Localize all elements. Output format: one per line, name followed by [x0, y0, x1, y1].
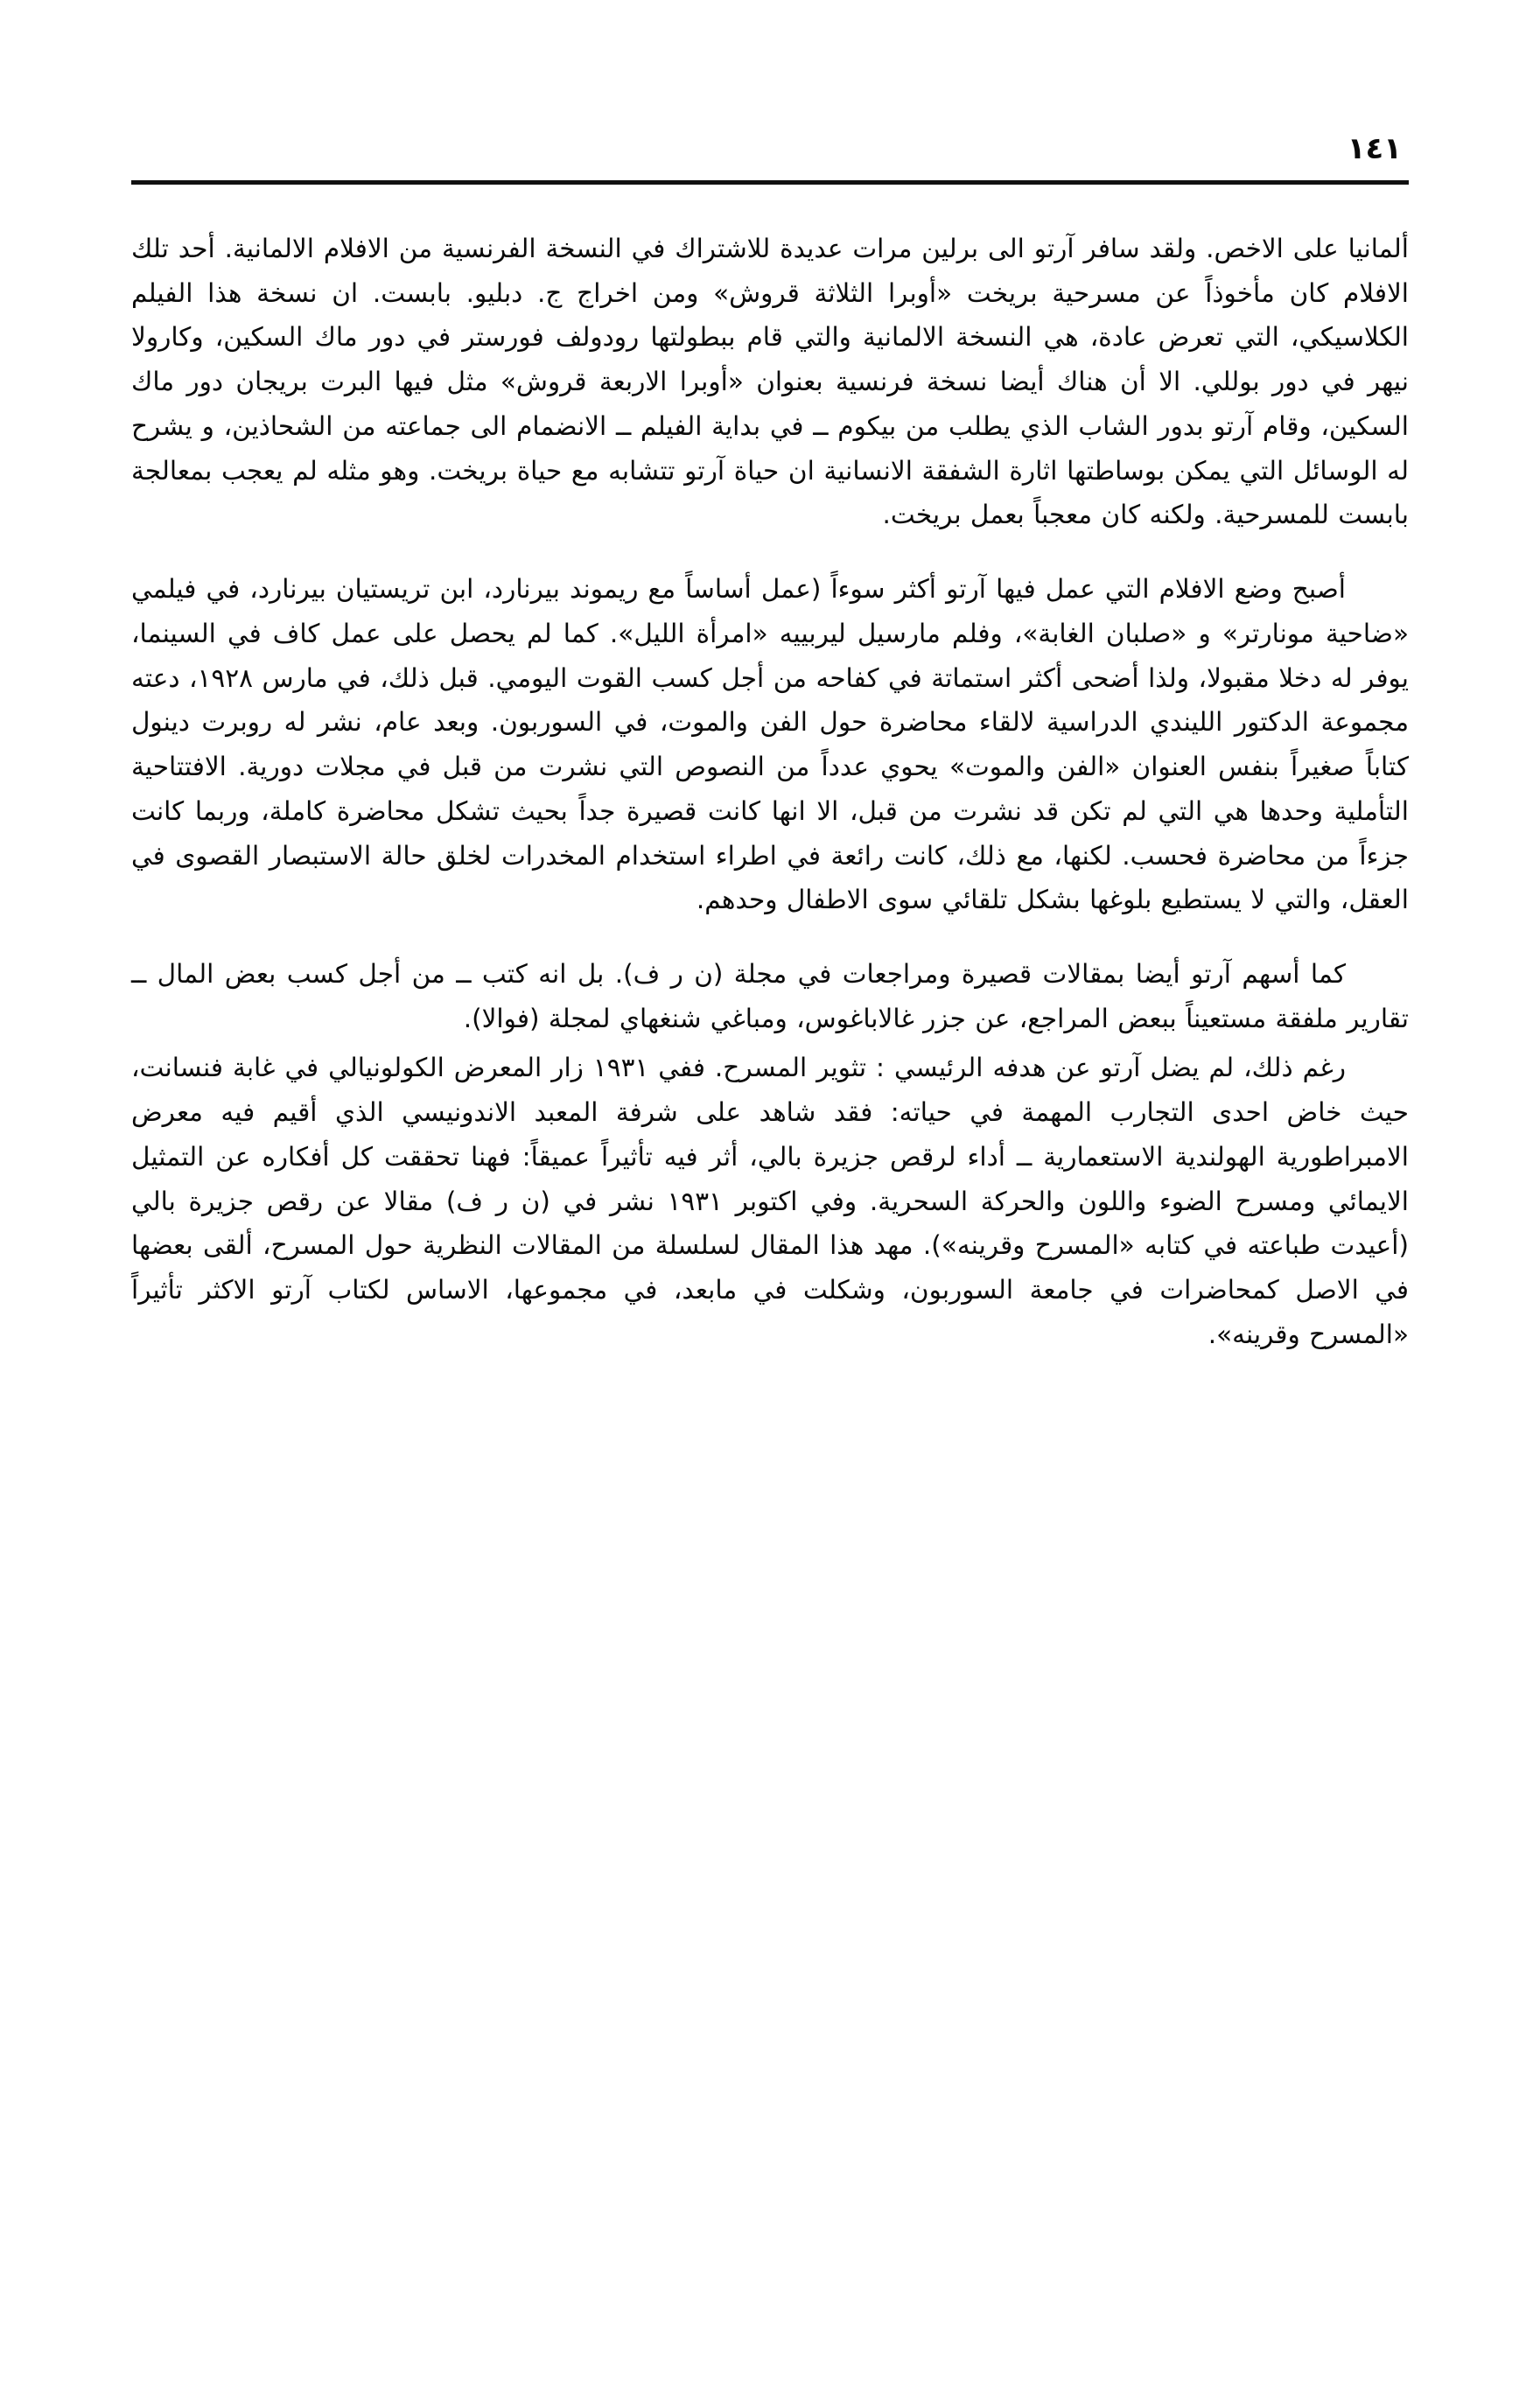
page-number: ١٤١ [1347, 131, 1402, 166]
paragraph-1: ألمانيا على الاخص. ولقد سافر آرتو الى برلين مرات عديدة للاشتراك في النسخة الفرنسية من الافلام الالمانية. أحد تلك الافلام كان مأخوذاً عن مسرحية بريخت «أوبرا الثلاثة قروش» ومن اخراج ج. دبليو. بابست. ان نسخة هذا الفيلم الكلاسيكي، التي تعرض عادة، هي النسخة الالمانية والتي قام ببطولتها رودولف فورستر في دور ماك السكين، وكارولا نيهر في دور بوللي. الا أن هناك أيضا نسخة فرنسية بعنوان «أوبرا الاربعة قروش» مثل فيها البرت بريجان دور ماك السكين، وقام آرتو بدور الشاب الذي يطلب من بيكوم ــ في بداية الفيلم ــ الانضمام الى جماعته من الشحاذين، و يشرح له الوسائل التي يمكن بوساطتها اثارة الشفقة الانسانية ان حياة آرتو تتشابه مع حياة بريخت. وهو مثله لم يعجب بمعالجة بابست للمسرحية. ولكنه كان معجباً بعمل بريخت. [131, 234, 1409, 530]
header-rule [131, 180, 1409, 185]
body-text [131, 227, 1409, 1357]
paragraph-2: أصبح وضع الافلام التي عمل فيها آرتو أكثر سوءاً (عمل أساساً مع ريموند بيرنارد، ابن تريستيان بيرنارد، في فيلمي «ضاحية مونارتر» و «صلبان الغابة»، وفلم مارسيل ليربييه «امرأة الليل». كما لم يحصل على عمل كاف في السينما، يوفر له دخلا مقبولا، ولذا أضحى أكثر استماتة في كفاحه من أجل كسب القوت اليومي. قبل ذلك، في مارس ١٩٢٨، دعته مجموعة الدكتور الليندي الدراسية لالقاء محاضرة حول الفن والموت، في السوربون. وبعد عام، نشر له روبرت دينول كتاباً صغيراً بنفس العنوان «الفن والموت» يحوي عدداً من النصوص التي نشرت من قبل في مجلات دورية. الافتتاحية التأملية وحدها هي التي لم تكن قد نشرت من قبل، الا انها كانت قصيرة جداً بحيث تشكل محاضرة كاملة، وربما كانت جزءاً من محاضرة فحسب. لكنها، مع ذلك، كانت رائعة في اطراء استخدام المخدرات لخلق حالة الاستبصار القصوى في العقل، والتي لا يستطيع بلوغها بشكل تلقائي سوى الاطفال وحدهم. [131, 574, 1410, 915]
paragraph-3: كما أسهم آرتو أيضا بمقالات قصيرة ومراجعات في مجلة (ن ر ف). بل انه كتب ــ من أجل كسب بعض المال ــ تقارير ملفقة مستعيناً ببعض المراجع، عن جزر غالاباغوس، ومباغي شنغهاي لمجلة (فوالا). [131, 959, 1409, 1033]
paragraph-4: رغم ذلك، لم يضل آرتو عن هدفه الرئيسي : تثوير المسرح. ففي ١٩٣١ زار المعرض الكولونيالي في غابة فنسانت، حيث خاض احدى التجارب المهمة في حياته: فقد شاهد على شرفة المعبد الاندونيسي الذي أقيم فيه معرض الامبراطورية الهولندية الاستعمارية ــ أداء لرقص جزيرة بالي، أثر فيه تأثيراً عميقاً: فهنا تحققت كل أفكاره عن التمثيل الايمائي ومسرح الضوء واللون والحركة السحرية. وفي اكتوبر ١٩٣١ نشر في (ن ر ف) مقالا عن رقص جزيرة بالي (أعيدت طباعته في كتابه «المسرح وقرينه»). مهد هذا المقال لسلسلة من المقالات النظرية حول المسرح، ألقى بعضها في الاصل كمحاضرات في جامعة السوربون، وشكلت في مابعد، في مجموعها، الاساس لكتاب آرتو الاكثر تأثيراً «المسرح وقرينه». [131, 1053, 1410, 1349]
